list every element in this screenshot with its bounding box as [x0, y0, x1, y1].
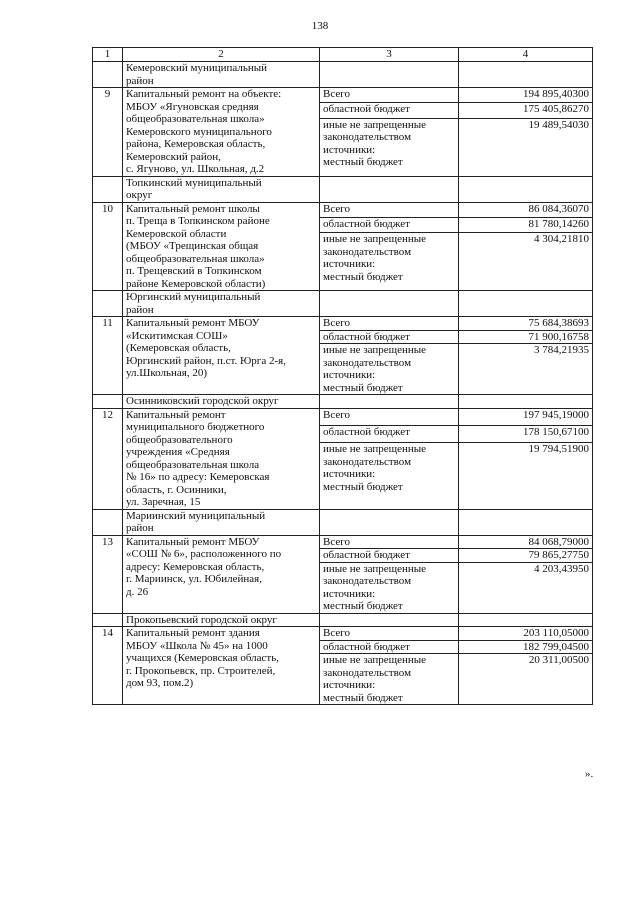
label-other-sources: иные не запрещенные законодательством источники: местный бюджет [320, 443, 459, 509]
empty-cell [459, 395, 593, 409]
district-name: Мариинский муниципальный район [123, 509, 320, 535]
label-other-sources: иные не запрещенные законодательством источники: местный бюджет [320, 344, 459, 395]
empty-cell [320, 291, 459, 317]
district-name: Осинниковский городской округ [123, 395, 320, 409]
amount-local-budget: 3 784,21935 [459, 344, 593, 395]
project-description: Капитальный ремонт МБОУ «СОШ № 6», расположенного по адресу: Кемеровская область, г. Мариинск, ул. Юбилейная, д. 26 [123, 535, 320, 613]
empty-cell [93, 291, 123, 317]
project-description: Капитальный ремонт МБОУ «Искитимская СОШ» (Кемеровская область, Юргинский район, п.ст. Юрга 2-я, ул.Школьная, 20) [123, 317, 320, 395]
district-row [93, 176, 593, 202]
empty-cell [93, 62, 123, 88]
header-cell-2: 2 [123, 48, 320, 62]
amount-local-budget: 4 304,21810 [459, 233, 593, 291]
amount-local-budget: 19 794,51900 [459, 443, 593, 509]
label-total: Всего [320, 408, 459, 425]
row-number: 13 [93, 535, 123, 613]
funding-table [92, 47, 593, 705]
empty-cell [93, 509, 123, 535]
empty-cell [459, 62, 593, 88]
empty-cell [320, 62, 459, 88]
amount-total: 203 110,05000 [459, 627, 593, 641]
project-description: Капитальный ремонт здания МБОУ «Школа № 45» на 1000 учащихся (Кемеровская область, г. Прокопьевск, пр. Строителей, дом 93, пом.2) [123, 627, 320, 705]
district-name: Кемеровский муниципальный район [123, 62, 320, 88]
district-name: Прокопьевский городской округ [123, 613, 320, 627]
label-other-sources: иные не запрещенные законодательством источники: местный бюджет [320, 118, 459, 176]
amount-regional-budget: 182 799,04500 [459, 640, 593, 654]
empty-cell [459, 291, 593, 317]
project-row-total [93, 202, 593, 217]
amount-total: 84 068,79000 [459, 535, 593, 549]
empty-cell [93, 613, 123, 627]
amount-local-budget: 4 203,43950 [459, 562, 593, 613]
empty-cell [459, 509, 593, 535]
header-cell-4: 4 [459, 48, 593, 62]
empty-cell [459, 176, 593, 202]
district-row [93, 395, 593, 409]
amount-local-budget: 20 311,00500 [459, 654, 593, 705]
row-number: 10 [93, 202, 123, 291]
empty-cell [93, 395, 123, 409]
project-row-total [93, 88, 593, 103]
label-regional-budget: областной бюджет [320, 330, 459, 344]
label-regional-budget: областной бюджет [320, 217, 459, 232]
district-row [93, 291, 593, 317]
amount-total: 194 895,40300 [459, 88, 593, 103]
amount-total: 197 945,19000 [459, 408, 593, 425]
project-row-total [93, 317, 593, 331]
amount-regional-budget: 81 780,14260 [459, 217, 593, 232]
empty-cell [459, 613, 593, 627]
label-regional-budget: областной бюджет [320, 425, 459, 442]
district-name: Юргинский муниципальный район [123, 291, 320, 317]
empty-cell [320, 613, 459, 627]
header-row [93, 48, 593, 62]
empty-cell [320, 395, 459, 409]
project-description: Капитальный ремонт муниципального бюджетного общеобразовательного учреждения «Средняя общеобразовательная школа № 16» по адресу: Кемеровская область, г. Осинники, ул. Заречная, 15 [123, 408, 320, 509]
label-other-sources: иные не запрещенные законодательством источники: местный бюджет [320, 233, 459, 291]
label-total: Всего [320, 317, 459, 331]
row-number: 12 [93, 408, 123, 509]
label-regional-budget: областной бюджет [320, 103, 459, 118]
row-number: 14 [93, 627, 123, 705]
label-regional-budget: областной бюджет [320, 549, 459, 563]
label-total: Всего [320, 627, 459, 641]
amount-total: 86 084,36070 [459, 202, 593, 217]
district-name: Топкинский муниципальный округ [123, 176, 320, 202]
project-row-total [93, 408, 593, 425]
row-number: 11 [93, 317, 123, 395]
district-row [93, 613, 593, 627]
label-total: Всего [320, 88, 459, 103]
empty-cell [93, 176, 123, 202]
empty-cell [320, 176, 459, 202]
amount-regional-budget: 71 900,16758 [459, 330, 593, 344]
row-number: 9 [93, 88, 123, 177]
label-other-sources: иные не запрещенные законодательством источники: местный бюджет [320, 654, 459, 705]
header-cell-1: 1 [93, 48, 123, 62]
project-row-total [93, 627, 593, 641]
project-description: Капитальный ремонт школы п. Треща в Топкинском районе Кемеровской области (МБОУ «Трещинская общая общеобразовательная школа» п. Трещевский в Топкинском районе Кемеровской области) [123, 202, 320, 291]
label-total: Всего [320, 535, 459, 549]
district-row [93, 62, 593, 88]
empty-cell [320, 509, 459, 535]
amount-total: 75 684,38693 [459, 317, 593, 331]
closing-quote: ». [585, 768, 594, 780]
header-cell-3: 3 [320, 48, 459, 62]
amount-regional-budget: 79 865,27750 [459, 549, 593, 563]
project-description: Капитальный ремонт на объекте: МБОУ «Ягуновская средняя общеобразовательная школа» Кемеровского муниципального района, Кемеровская область, Кемеровский район, с. Ягуново, ул. Школьная, д.2 [123, 88, 320, 177]
amount-local-budget: 19 489,54030 [459, 118, 593, 176]
district-row [93, 509, 593, 535]
amount-regional-budget: 178 150,67100 [459, 425, 593, 442]
table-body [93, 48, 593, 705]
label-other-sources: иные не запрещенные законодательством источники: местный бюджет [320, 562, 459, 613]
project-row-total [93, 535, 593, 549]
amount-regional-budget: 175 405,86270 [459, 103, 593, 118]
label-total: Всего [320, 202, 459, 217]
label-regional-budget: областной бюджет [320, 640, 459, 654]
page-number: 138 [311, 20, 329, 32]
